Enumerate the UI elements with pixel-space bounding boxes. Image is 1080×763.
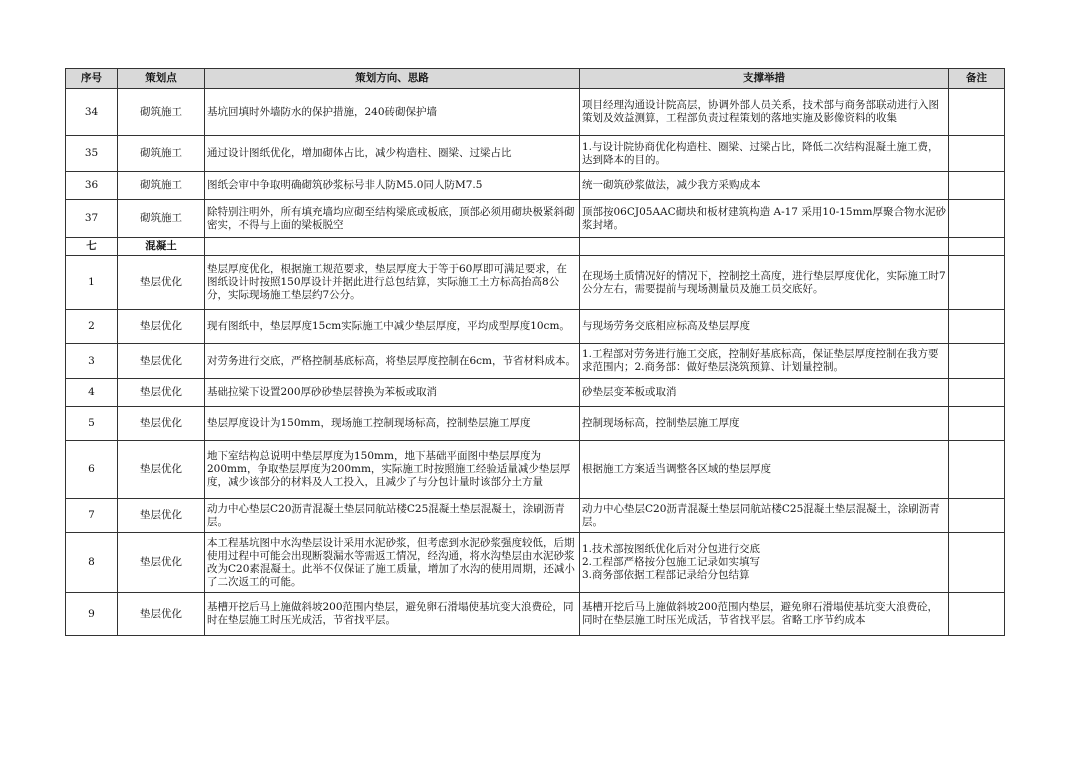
- cell-serial: 6: [66, 441, 118, 499]
- cell-planning-point: 垫层优化: [118, 533, 205, 593]
- cell-direction: 动力中心垫层C20沥青混凝土垫层同航站楼C25混凝土垫层混凝土，涂刷沥青层。: [205, 499, 580, 533]
- cell-measures: 统一砌筑砂浆做法，减少我方采购成本: [580, 172, 949, 200]
- cell-direction: 图纸会审中争取明确砌筑砂浆标号非人防M5.0同人防M7.5: [205, 172, 580, 200]
- cell-measures: 根据施工方案适当调整各区域的垫层厚度: [580, 441, 949, 499]
- cell-measures: 动力中心垫层C20沥青混凝土垫层同航站楼C25混凝土垫层混凝土，涂刷沥青层。: [580, 499, 949, 533]
- cell-planning-point: 砌筑施工: [118, 136, 205, 172]
- header-direction: 策划方向、思路: [205, 69, 580, 89]
- cell-measures: 顶部按06CJ05AAC砌块和板材建筑构造 A-17 采用10-15mm厚聚合物水泥砂浆封堵。: [580, 200, 949, 238]
- table-row: [66, 256, 1005, 310]
- cell-remarks: [949, 89, 1005, 136]
- cell-remarks: [949, 593, 1005, 636]
- planning-table: [65, 68, 1005, 636]
- cell-serial: 七: [66, 238, 118, 256]
- table-row: [66, 379, 1005, 407]
- cell-remarks: [949, 238, 1005, 256]
- table-row: [66, 499, 1005, 533]
- cell-measures: 控制现场标高，控制垫层施工厚度: [580, 407, 949, 441]
- cell-serial: 36: [66, 172, 118, 200]
- table-row: [66, 344, 1005, 379]
- table-row: [66, 593, 1005, 636]
- cell-remarks: [949, 379, 1005, 407]
- cell-measures: 与现场劳务交底相应标高及垫层厚度: [580, 310, 949, 344]
- table-row: [66, 136, 1005, 172]
- cell-measures: 砂垫层变苯板或取消: [580, 379, 949, 407]
- cell-planning-point: 混凝土: [118, 238, 205, 256]
- table-row: [66, 172, 1005, 200]
- cell-measures: 项目经理沟通设计院高层，协调外部人员关系，技术部与商务部联动进行入图策划及效益测算，工程部负责过程策划的落地实施及影像资料的收集: [580, 89, 949, 136]
- cell-remarks: [949, 499, 1005, 533]
- header-measures: 支撑举措: [580, 69, 949, 89]
- cell-measures: 1.技术部按图纸优化后对分包进行交底 2.工程部严格按分包施工记录如实填写 3.商务部依据工程部记录给分包结算: [580, 533, 949, 593]
- cell-measures: [580, 238, 949, 256]
- table-row: [66, 310, 1005, 344]
- cell-direction: 现有图纸中，垫层厚度15cm实际施工中减少垫层厚度，平均成型厚度10cm。: [205, 310, 580, 344]
- cell-direction: 通过设计图纸优化，增加砌体占比，减少构造柱、圈梁、过梁占比: [205, 136, 580, 172]
- table-row: [66, 407, 1005, 441]
- cell-remarks: [949, 533, 1005, 593]
- cell-measures: 1.工程部对劳务进行施工交底，控制好基底标高，保证垫层厚度控制在我方要求范围内；2.商务部：做好垫层浇筑预算、计划量控制。: [580, 344, 949, 379]
- cell-planning-point: 垫层优化: [118, 379, 205, 407]
- header-serial: 序号: [66, 69, 118, 89]
- cell-direction: [205, 238, 580, 256]
- cell-serial: 8: [66, 533, 118, 593]
- cell-serial: 9: [66, 593, 118, 636]
- cell-measures: 在现场土质情况好的情况下，控制挖土高度，进行垫层厚度优化，实际施工时7公分左右，需要提前与现场测量员及施工员交底好。: [580, 256, 949, 310]
- cell-direction: 地下室结构总说明中垫层厚度为150mm，地下基础平面图中垫层厚度为200mm，争取垫层厚度为200mm，实际施工时按照施工经验适量减少垫层厚度，减少该部分的材料及人工投入，且减少了与分包计量时该部分土方量: [205, 441, 580, 499]
- cell-planning-point: 垫层优化: [118, 441, 205, 499]
- cell-planning-point: 垫层优化: [118, 256, 205, 310]
- table-row: [66, 441, 1005, 499]
- header-planning-point: 策划点: [118, 69, 205, 89]
- cell-serial: 34: [66, 89, 118, 136]
- cell-measures: 基槽开挖后马上施做斜坡200范围内垫层，避免卵石滑塌使基坑变大浪费砼，同时在垫层施工时压光成活，节省找平层。省略工序节约成本: [580, 593, 949, 636]
- section-row: [66, 238, 1005, 256]
- cell-planning-point: 垫层优化: [118, 593, 205, 636]
- cell-direction: 除特别注明外，所有填充墙均应砌至结构梁底或板底，顶部必须用砌块极紧斜砌密实，不得与上面的梁板脱空: [205, 200, 580, 238]
- cell-planning-point: 垫层优化: [118, 499, 205, 533]
- cell-serial: 2: [66, 310, 118, 344]
- cell-direction: 对劳务进行交底，严格控制基底标高，将垫层厚度控制在6cm，节省材料成本。: [205, 344, 580, 379]
- table-row: [66, 89, 1005, 136]
- cell-serial: 4: [66, 379, 118, 407]
- cell-serial: 7: [66, 499, 118, 533]
- cell-direction: 基础拉梁下设置200厚砂砂垫层替换为苯板或取消: [205, 379, 580, 407]
- cell-remarks: [949, 344, 1005, 379]
- table-row: [66, 200, 1005, 238]
- cell-serial: 5: [66, 407, 118, 441]
- cell-remarks: [949, 310, 1005, 344]
- cell-remarks: [949, 172, 1005, 200]
- cell-remarks: [949, 256, 1005, 310]
- cell-remarks: [949, 200, 1005, 238]
- cell-serial: 1: [66, 256, 118, 310]
- cell-serial: 35: [66, 136, 118, 172]
- cell-direction: 基坑回填时外墙防水的保护措施，240砖砌保护墙: [205, 89, 580, 136]
- cell-remarks: [949, 407, 1005, 441]
- planning-table-wrapper: [65, 68, 1004, 636]
- cell-planning-point: 垫层优化: [118, 344, 205, 379]
- cell-direction: 垫层厚度优化，根据施工规范要求，垫层厚度大于等于60厚即可满足要求，在图纸设计时按照150厚设计并据此进行总包结算，实际施工土方标高抬高8公分，实际现场施工垫层约7公分。: [205, 256, 580, 310]
- table-header-row: [66, 69, 1005, 89]
- cell-planning-point: 砌筑施工: [118, 89, 205, 136]
- cell-serial: 3: [66, 344, 118, 379]
- cell-planning-point: 垫层优化: [118, 310, 205, 344]
- cell-planning-point: 砌筑施工: [118, 200, 205, 238]
- cell-direction: 基槽开挖后马上施做斜坡200范围内垫层，避免卵石滑塌使基坑变大浪费砼，同时在垫层施工时压光成活，节省找平层。: [205, 593, 580, 636]
- cell-planning-point: 垫层优化: [118, 407, 205, 441]
- cell-remarks: [949, 136, 1005, 172]
- cell-serial: 37: [66, 200, 118, 238]
- table-row: [66, 533, 1005, 593]
- cell-direction: 本工程基坑图中水沟垫层设计采用水泥砂浆，但考虑到水泥砂浆强度较低，后期使用过程中可能会出现断裂漏水等需返工情况，经沟通，将水沟垫层由水泥砂浆改为C20素混凝土。此举不仅保证了施工质量，增加了水沟的使用周期，还减小了二次返工的可能。: [205, 533, 580, 593]
- header-remarks: 备注: [949, 69, 1005, 89]
- cell-direction: 垫层厚度设计为150mm，现场施工控制现场标高，控制垫层施工厚度: [205, 407, 580, 441]
- cell-planning-point: 砌筑施工: [118, 172, 205, 200]
- cell-measures: 1.与设计院协商优化构造柱、圈梁、过梁占比，降低二次结构混凝土施工费，达到降本的目的。: [580, 136, 949, 172]
- cell-remarks: [949, 441, 1005, 499]
